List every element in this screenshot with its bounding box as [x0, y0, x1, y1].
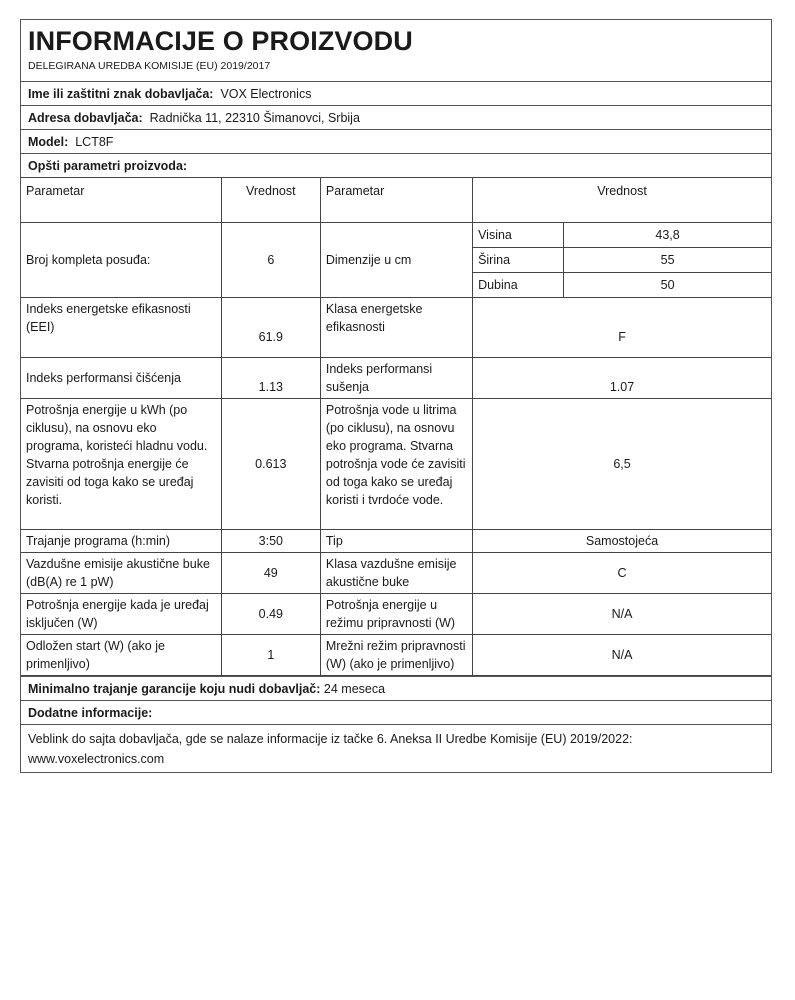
dimension-width-label: Širina [473, 248, 564, 273]
product-information-sheet [20, 19, 772, 773]
warranty-value: 24 meseca [323, 682, 386, 696]
energy-consumption-label: Potrošnja energije u kWh (po ciklusu), na osnovu eko programa, koristeći hladnu vodu. Stvarna potrošnja energije će zavisiti od toga kako se uređaj koristi. [21, 399, 221, 530]
supplier-name-row [21, 82, 771, 106]
model-row [21, 130, 771, 154]
warranty-label: Minimalno trajanje garancije koju nudi dobavljač: [28, 682, 321, 696]
off-mode-power-value: 0.49 [221, 594, 320, 635]
parameters-table [21, 178, 771, 676]
additional-info-row [21, 700, 771, 724]
cleaning-index-label: Indeks performansi čišćenja [21, 358, 221, 399]
dimension-width-value: 55 [564, 248, 771, 273]
standby-power-label: Potrošnja energije u režimu pripravnosti (W) [320, 594, 472, 635]
delay-start-value: 1 [221, 635, 320, 676]
drying-index-label: Indeks performansi sušenja [320, 358, 472, 399]
drying-index-value: 1.07 [473, 358, 771, 399]
page-title: INFORMACIJE O PROIZVODU [28, 26, 413, 56]
header-vrednost-2: Vrednost [473, 178, 771, 223]
weblink-row [21, 724, 771, 772]
header-parametar-1: Parametar [21, 178, 221, 223]
energy-consumption-value: 0.613 [221, 399, 320, 530]
cleaning-index-value: 1.13 [221, 358, 320, 399]
energy-class-label: Klasa energetske efikasnosti [320, 298, 472, 358]
type-label: Tip [320, 530, 472, 553]
general-params-row [21, 154, 771, 178]
delay-start-label: Odložen start (W) (ako je primenljivo) [21, 635, 221, 676]
noise-class-label: Klasa vazdušne emisije akustične buke [320, 553, 472, 594]
off-mode-power-label: Potrošnja energije kada je uređaj isključen (W) [21, 594, 221, 635]
standby-power-value: N/A [473, 594, 771, 635]
table-row [21, 399, 771, 530]
supplier-address-label: Adresa dobavljača: [28, 111, 143, 125]
network-standby-label: Mrežni režim pripravnosti (W) (ako je primenljivo) [320, 635, 472, 676]
title-block [21, 20, 771, 82]
regulation-subtitle: DELEGIRANA UREDBA KOMISIJE (EU) 2019/2017 [28, 60, 271, 72]
supplier-address-value: Radnička 11, 22310 Šimanovci, Srbija [149, 111, 360, 125]
program-duration-value: 3:50 [221, 530, 320, 553]
additional-info-label: Dodatne informacije: [28, 706, 153, 720]
table-header-row [21, 178, 771, 223]
model-label: Model: [28, 135, 69, 149]
warranty-row [21, 676, 771, 700]
header-vrednost-1: Vrednost [221, 178, 320, 223]
table-row [21, 635, 771, 676]
eei-label: Indeks energetske efikasnosti (EEI) [21, 298, 221, 358]
energy-class-value: F [473, 298, 771, 358]
table-row [21, 298, 771, 358]
header-parametar-2: Parametar [320, 178, 472, 223]
model-value: LCT8F [75, 135, 114, 149]
network-standby-value: N/A [473, 635, 771, 676]
dimension-depth-value: 50 [564, 273, 771, 298]
water-consumption-label: Potrošnja vode u litrima (po ciklusu), na osnovu eko programa. Stvarna potrošnja vode će zavisiti od toga kako se uređaj koristi i tvrdoće vode. [320, 399, 472, 530]
noise-class-value: C [473, 553, 771, 594]
dimension-height-value: 43,8 [564, 223, 771, 248]
table-row [21, 594, 771, 635]
eei-value: 61.9 [221, 298, 320, 358]
water-consumption-value: 6,5 [473, 399, 771, 530]
dimension-height-label: Visina [473, 223, 564, 248]
supplier-name-label: Ime ili zaštitni znak dobavljača: [28, 87, 214, 101]
table-row [21, 553, 771, 594]
dimensions-label: Dimenzije u cm [320, 223, 472, 298]
table-row [21, 530, 771, 553]
general-params-label: Opšti parametri proizvoda: [28, 159, 188, 173]
table-row [21, 223, 771, 248]
supplier-name-value: VOX Electronics [220, 87, 312, 101]
noise-emission-value: 49 [221, 553, 320, 594]
program-duration-label: Trajanje programa (h:min) [21, 530, 221, 553]
supplier-address-row [21, 106, 771, 130]
noise-emission-label: Vazdušne emisije akustične buke (dB(A) re 1 pW) [21, 553, 221, 594]
table-row [21, 358, 771, 399]
type-value: Samostojeća [473, 530, 771, 553]
place-settings-value: 6 [221, 223, 320, 298]
place-settings-label: Broj kompleta posuđa: [21, 223, 221, 298]
weblink-url[interactable]: www.voxelectronics.com [28, 752, 165, 766]
weblink-text: Veblink do sajta dobavljača, gde se nalaze informacije iz tačke 6. Aneksa II Uredbe Komisije (EU) 2019/2022: [28, 732, 633, 746]
dimension-depth-label: Dubina [473, 273, 564, 298]
